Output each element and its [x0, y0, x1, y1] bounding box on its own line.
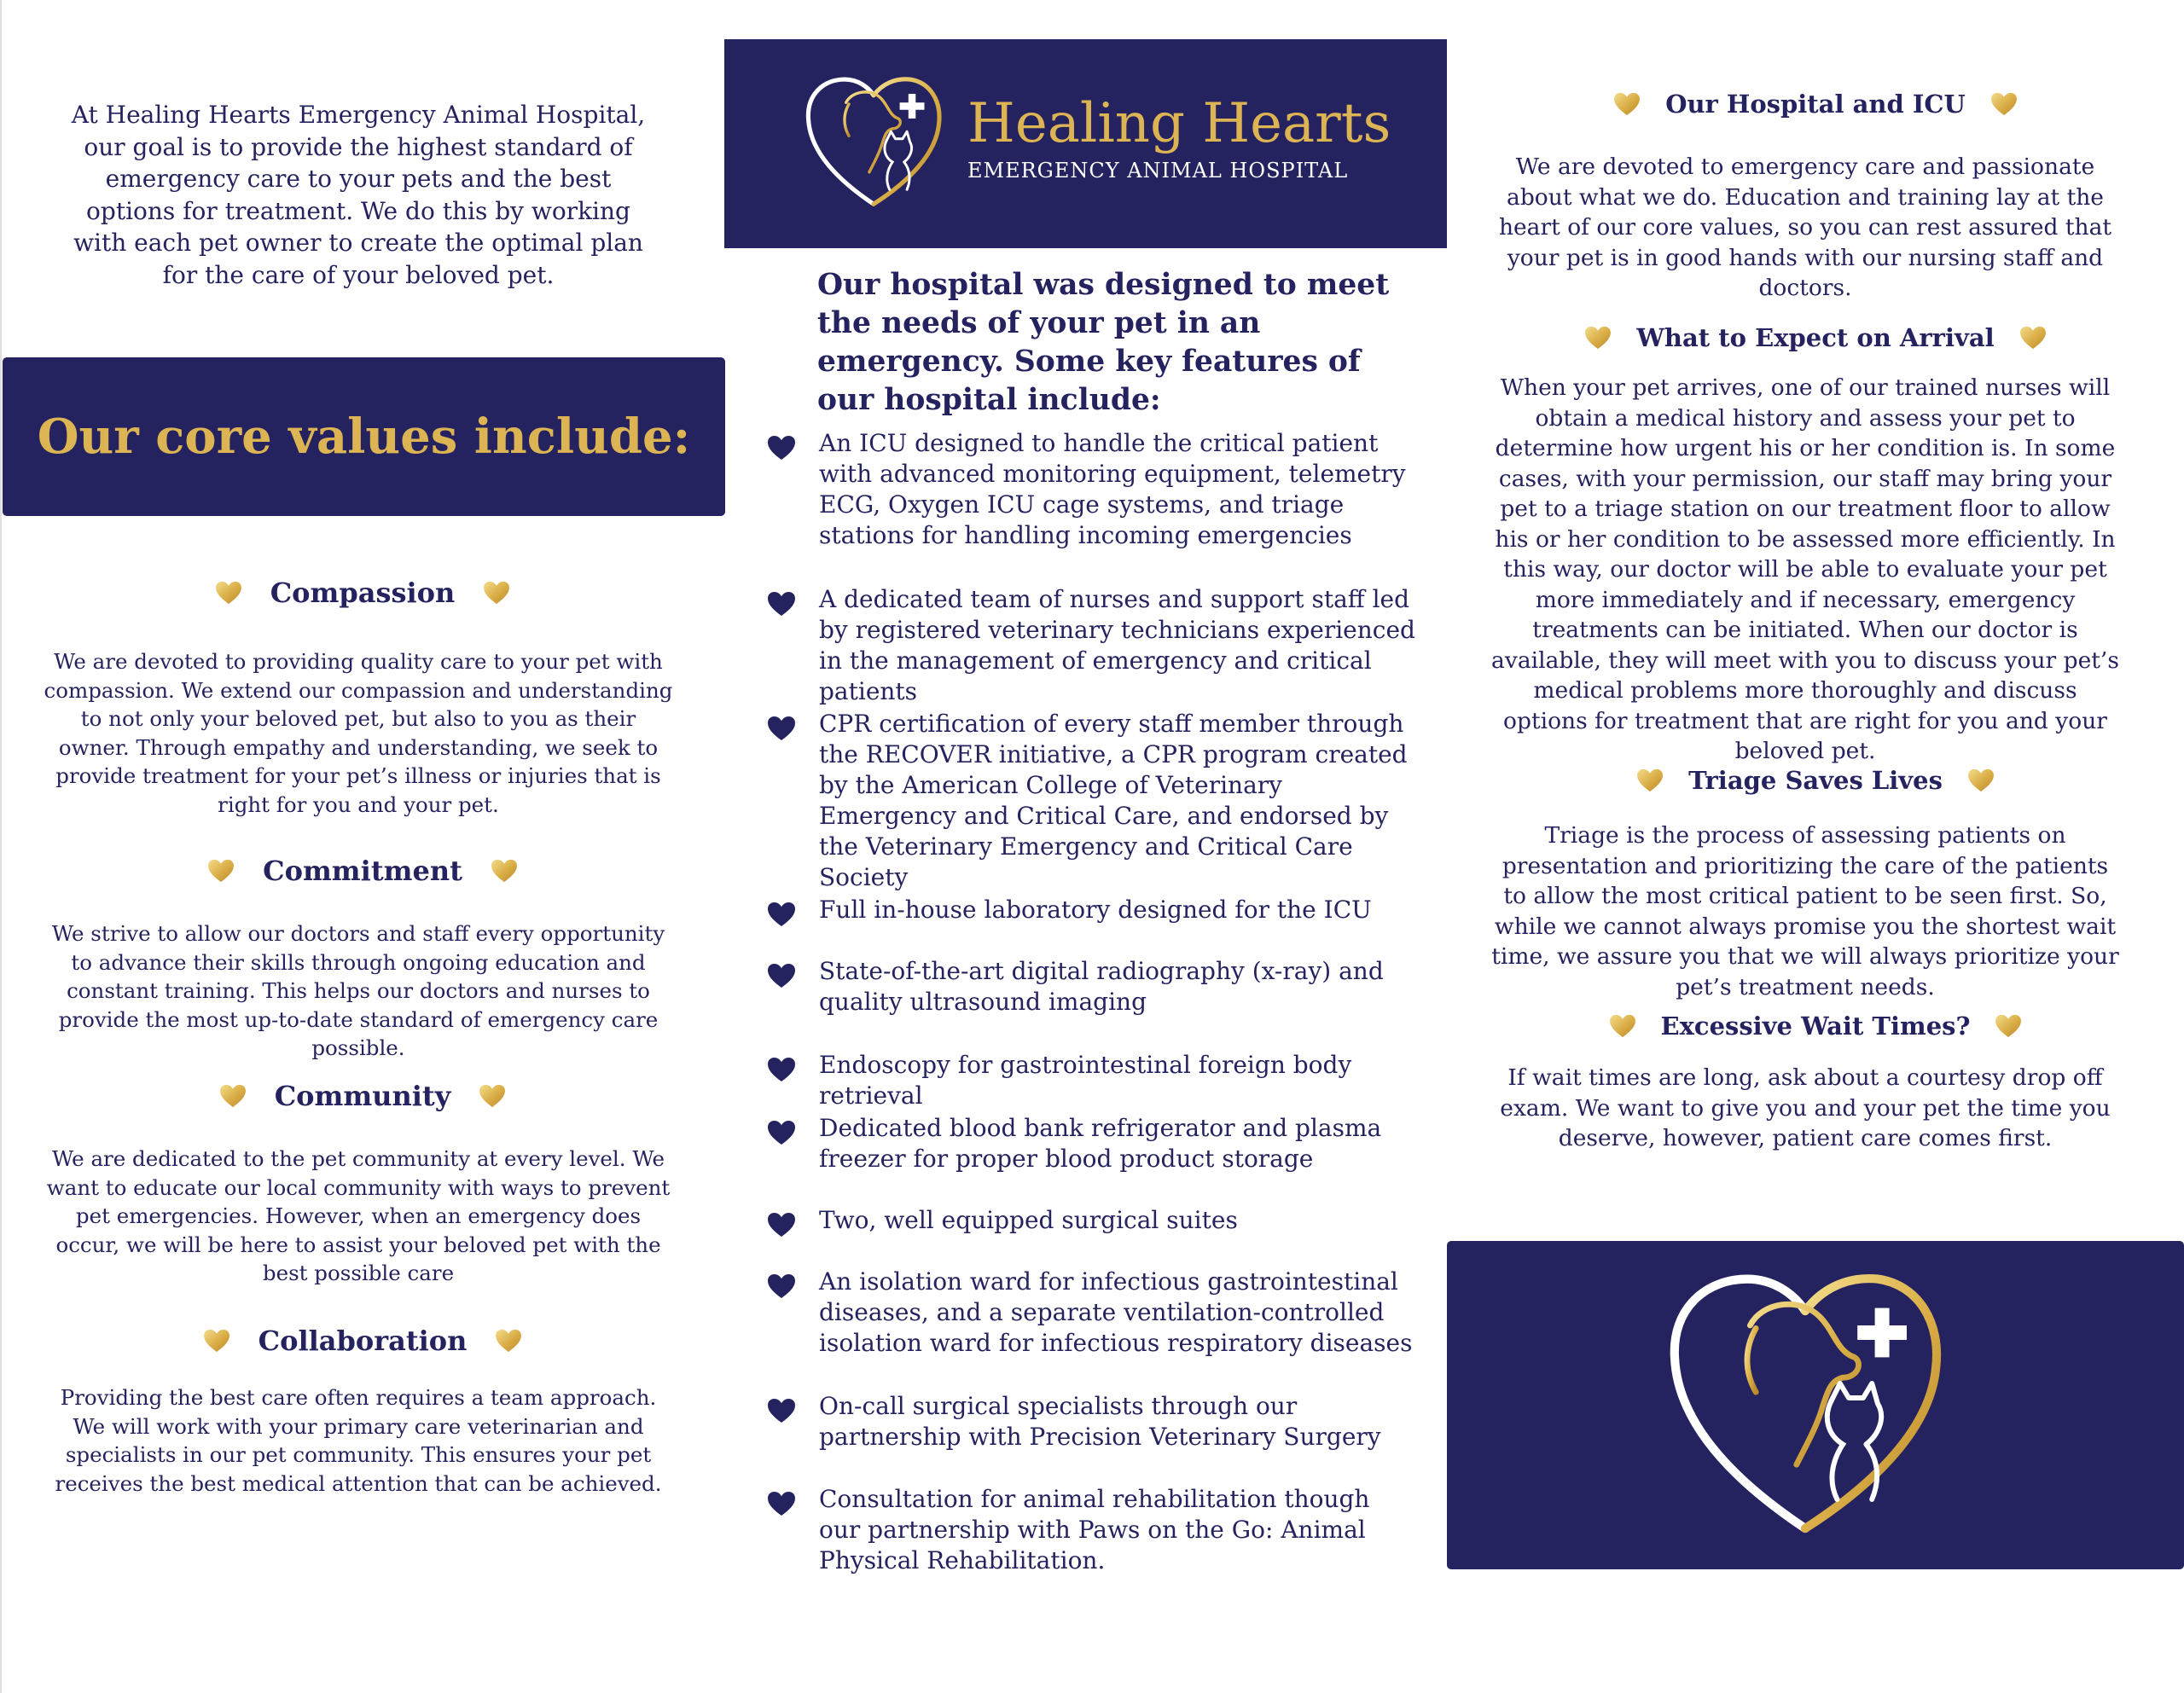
- value-text-collaboration: Providing the best care often requires a team approach. We will work with your primary care veterinarian and specialists in our pet community. This ensures your pet receives the best medical attention that can be achieved.: [55, 1385, 662, 1496]
- gold-heart-icon: [2018, 326, 2048, 350]
- navy-heart-icon: [767, 1398, 796, 1423]
- gold-heart-icon: [1612, 92, 1641, 116]
- gold-heart-icon: [1583, 326, 1612, 350]
- value-text-commitment: We strive to allow our doctors and staff every opportunity to advance their skills through ongoing education and constant training. This helps our doctors and nurses to provide the most up-to-date standard of emergency care possible.: [51, 921, 665, 1060]
- feature-item: [767, 709, 1432, 893]
- feature-item: [767, 1267, 1432, 1359]
- feature-item: [767, 584, 1432, 707]
- gold-heart-icon: [1989, 92, 2018, 116]
- feature-text: On-call surgical specialists through our partnership with Precision Veterinary Surgery: [819, 1392, 1381, 1451]
- brand-subtitle: EMERGENCY ANIMAL HOSPITAL: [967, 159, 1349, 183]
- value-heading-commitment: [0, 855, 725, 887]
- gold-heart-icon: [1635, 768, 1664, 792]
- value-heading-community: [0, 1080, 725, 1112]
- brand-name: Healing Hearts: [967, 92, 1391, 155]
- navy-heart-icon: [767, 902, 796, 927]
- feature-item: [767, 1050, 1432, 1111]
- intro-paragraph: At Healing Hearts Emergency Animal Hospital, our goal is to provide the highest standard of emergency care to your pets and the best options for treatment. We do this by working with each pet owner to create the optimal plan for the care of your beloved pet.: [71, 101, 646, 289]
- section-text-hospital-icu: We are devoted to emergency care and passionate about what we do. Education and training lay at the heart of our core values, so you can rest assured that your pet is in good hands with our nursing staff and doctors.: [1498, 154, 2112, 301]
- section-heading-label: Our Hospital and ICU: [1665, 90, 1966, 119]
- value-heading-collaboration: [0, 1325, 725, 1357]
- value-text-community: We are dedicated to the pet community at every level. We want to educate our local community with ways to prevent pet emergencies. However, when an emergency does occur, we will be here to assist your beloved pet with the best possible care: [46, 1146, 671, 1285]
- logo-panel: [1447, 1241, 2184, 1569]
- feature-text: An ICU designed to handle the critical patient with advanced monitoring equipment, telemetry ECG, Oxygen ICU cage systems, and triage stations for handling incoming emergencies: [819, 429, 1406, 549]
- section-heading-wait-times: [1447, 1012, 2184, 1041]
- navy-heart-icon: [767, 1212, 796, 1238]
- value-heading-label: Collaboration: [258, 1325, 468, 1357]
- feature-item: [767, 1205, 1432, 1238]
- gold-heart-icon: [482, 581, 511, 605]
- navy-heart-icon: [767, 963, 796, 989]
- gold-heart-icon: [218, 1084, 247, 1108]
- gold-heart-icon: [490, 859, 519, 883]
- gold-heart-icon: [494, 1329, 523, 1353]
- navy-heart-icon: [767, 1491, 796, 1516]
- navy-heart-icon: [767, 1273, 796, 1299]
- gold-heart-icon: [202, 1329, 231, 1353]
- feature-text: State-of-the-art digital radiography (x-ray) and quality ultrasound imaging: [819, 957, 1384, 1016]
- features-heading: Our hospital was designed to meet the needs of your pet in an emergency. Some key features of our hospital include:: [817, 268, 1390, 417]
- feature-text: An isolation ward for infectious gastrointestinal diseases, and a separate ventilation-controlled isolation ward for infectious respiratory diseases: [819, 1267, 1413, 1357]
- feature-text: Consultation for animal rehabilitation though our partnership with Paws on the Go: Animal Physical Rehabilitation.: [819, 1485, 1370, 1574]
- gold-heart-icon: [1966, 768, 1995, 792]
- heart-pet-logo-icon: [801, 61, 946, 223]
- section-heading-hospital-icu: [1447, 90, 2184, 119]
- gold-heart-icon: [1994, 1014, 2023, 1038]
- navy-heart-icon: [767, 716, 796, 741]
- value-text-compassion: We are devoted to providing quality care to your pet with compassion. We extend our compassion and understanding to not only your beloved pet, but also to you as their owner. Through empathy and understanding, we seek to provide treatment for your pet’s illness or injuries that is right for you and your pet.: [44, 649, 673, 817]
- section-heading-label: Excessive Wait Times?: [1660, 1012, 1971, 1041]
- feature-item: [767, 956, 1432, 1018]
- feature-item: [767, 428, 1432, 551]
- feature-item: [767, 1113, 1432, 1174]
- feature-text: Full in-house laboratory designed for the ICU: [819, 896, 1372, 924]
- feature-text: CPR certification of every staff member through the RECOVER initiative, a CPR program created by the American College of Veterinary Emergency and Critical Care, and endorsed by the Veterinary Emergency and Critical Care Society: [819, 710, 1408, 891]
- section-heading-triage: [1447, 766, 2184, 795]
- navy-heart-icon: [767, 591, 796, 617]
- section-text-arrival: When your pet arrives, one of our trained nurses will obtain a medical history and assess your pet to determine how urgent his or her condition is. In some cases, with your permission, our staff may bring your pet to a triage station on our treatment floor to allow his or her condition to be assessed more efficiently. In this way, our doctor will be able to evaluate your pet more immediately and if necessary, emergency treatments can be initiated. When our doctor is available, they will meet with you to discuss your pet’s medical problems more thoroughly and discuss options for treatment that are right for you and your beloved pet.: [1491, 374, 2119, 764]
- gold-heart-icon: [1608, 1014, 1637, 1038]
- gold-heart-icon: [478, 1084, 507, 1108]
- feature-text: Endoscopy for gastrointestinal foreign body retrieval: [819, 1051, 1352, 1110]
- core-values-title: Our core values include:: [37, 409, 691, 465]
- page-edge: [0, 0, 2, 1693]
- feature-text: A dedicated team of nurses and support staff led by registered veterinary technicians experienced in the management of emergency and critical patients: [819, 585, 1415, 705]
- value-heading-compassion: [0, 577, 725, 609]
- gold-heart-icon: [214, 581, 243, 605]
- section-heading-label: Triage Saves Lives: [1688, 766, 1943, 795]
- section-heading-label: What to Expect on Arrival: [1636, 323, 1995, 352]
- value-heading-label: Compassion: [270, 577, 456, 609]
- gold-heart-icon: [206, 859, 235, 883]
- feature-item: [767, 1391, 1432, 1452]
- section-text-wait-times: If wait times are long, ask about a courtesy drop off exam. We want to give you and your pet the time you deserve, however, patient care comes first.: [1500, 1064, 2111, 1151]
- section-text-triage: Triage is the process of assessing patients on presentation and prioritizing the care of the patients to allow the most critical patient to be seen first. So, while we cannot always promise you the shortest wait time, we assure you that we will always prioritize your pet’s treatment needs.: [1491, 822, 2119, 1000]
- core-values-banner: [3, 357, 725, 516]
- feature-text: Dedicated blood bank refrigerator and plasma freezer for proper blood product storage: [819, 1114, 1382, 1173]
- navy-heart-icon: [767, 1057, 796, 1082]
- navy-heart-icon: [767, 1120, 796, 1145]
- feature-item: [767, 895, 1432, 927]
- feature-text: Two, well equipped surgical suites: [819, 1206, 1238, 1234]
- heart-pet-logo-icon: [1660, 1267, 1950, 1544]
- section-heading-arrival: [1447, 323, 2184, 352]
- value-heading-label: Community: [274, 1080, 451, 1112]
- hospital-logo-banner: [724, 39, 1447, 248]
- navy-heart-icon: [767, 435, 796, 461]
- feature-item: [767, 1484, 1432, 1576]
- value-heading-label: Commitment: [263, 855, 462, 887]
